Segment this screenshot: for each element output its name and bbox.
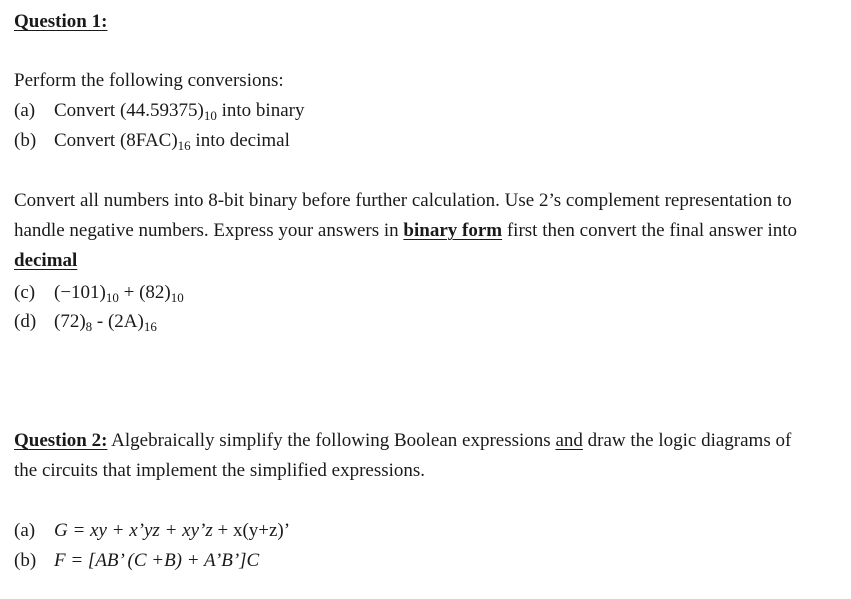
instructions-text-end: first then convert the final answer into (502, 220, 798, 241)
q1d-base-2: 16 (143, 319, 157, 334)
item-label: (d) (14, 311, 37, 332)
question-1-title: Question 1: (14, 11, 108, 32)
q1d-operand-2: - (2A) (92, 311, 144, 332)
q1a-text-end: into binary (216, 100, 305, 121)
question-1a (14, 100, 304, 122)
q2a-expression: G = xy + x’yz + xy’z (54, 520, 213, 541)
question-1b (14, 130, 290, 152)
item-label: (b) (14, 550, 37, 571)
q1b-text-end: into decimal (190, 130, 290, 151)
q1c-base-1: 10 (105, 290, 119, 305)
instructions-line-1: Convert all numbers into 8-bit binary before further calculation. Use 2’s complement representation to (14, 190, 792, 211)
question-1-intro: Perform the following conversions: (14, 70, 284, 91)
question-2-line-1 (14, 430, 791, 452)
q2a-expression-end: + x(y+z)’ (212, 520, 291, 541)
q1b-text: Convert (8FAC) (54, 130, 178, 151)
instructions-line-3 (14, 250, 77, 272)
instructions-line-2 (14, 220, 797, 242)
q1a-text: Convert (44.59375) (54, 100, 204, 121)
q1d-operand-1: (72) (54, 311, 86, 332)
q2b-expression: F = [AB’ (C +B) + A’B’]C (54, 550, 260, 571)
q1c-operand-1: (−101) (54, 282, 106, 303)
question-2-title: Question 2: (14, 430, 108, 451)
emphasis-binary-form: binary form (403, 220, 503, 241)
item-label: (a) (14, 100, 36, 121)
q1d-base-1: 8 (85, 319, 93, 334)
item-label: (c) (14, 282, 36, 303)
q1a-base: 10 (203, 108, 217, 123)
q1b-base: 16 (177, 138, 191, 153)
emphasis-decimal: decimal (14, 250, 78, 271)
question-2b (14, 550, 259, 572)
q1c-operand-2: + (82) (118, 282, 171, 303)
item-label: (b) (14, 130, 37, 151)
question-2-text-end: draw the logic diagrams of (582, 430, 792, 451)
question-2a (14, 520, 290, 542)
question-2-text: Algebraically simplify the following Boolean expressions (107, 430, 556, 451)
item-label: (a) (14, 520, 36, 541)
question-2-line-2: the circuits that implement the simplified expressions. (14, 460, 426, 481)
question-1c (14, 282, 184, 304)
instructions-text: handle negative numbers. Express your answers in (14, 220, 404, 241)
emphasis-and: and (555, 430, 583, 451)
q1c-base-2: 10 (170, 290, 184, 305)
question-1d (14, 311, 157, 333)
